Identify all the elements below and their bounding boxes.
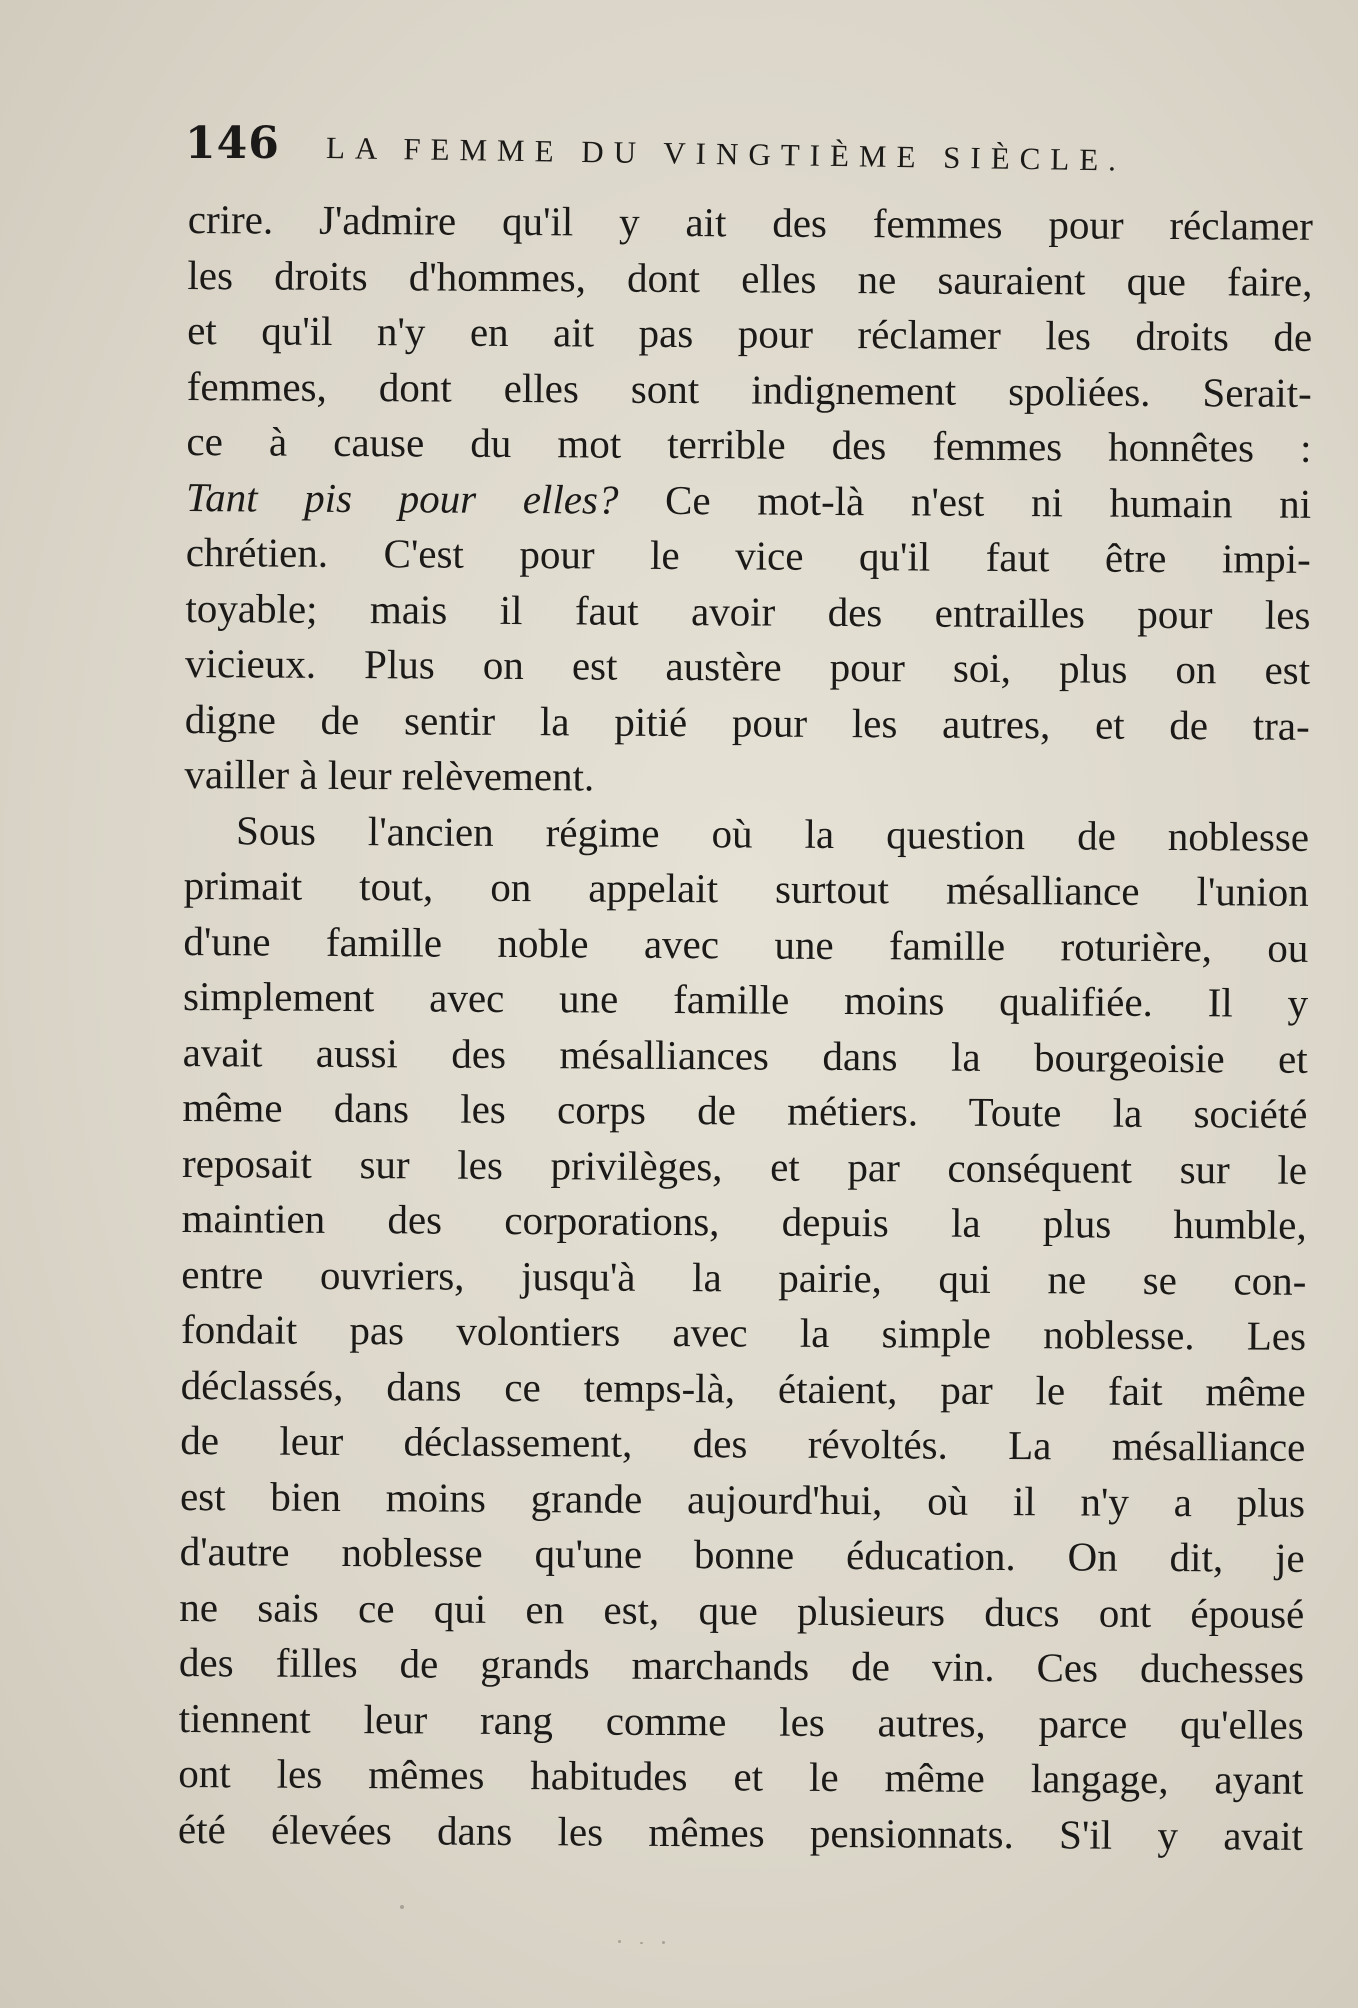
- text-line: crire. J'admire qu'il y ait des femmes pour réclamer: [187, 195, 1313, 249]
- text-line: [186, 469, 1311, 531]
- text-line: ont les mêmes habitudes et le même langage, ayant: [178, 1749, 1304, 1803]
- paragraph: [184, 192, 1313, 809]
- text-line-rest: Ce mot-là n'est ni humain ni: [618, 476, 1312, 527]
- text-line: les droits d'hommes, dont elles ne sauraient que faire,: [187, 251, 1313, 305]
- text-line: simplement avec une famille moins qualifiée. Il y: [182, 972, 1309, 1026]
- running-title: LA FEMME DU VINGTIÈME SIÈCLE.: [325, 130, 1127, 178]
- text-line: d'autre noblesse qu'une bonne éducation. On dit, je: [179, 1527, 1305, 1581]
- paper-speck: [400, 1905, 404, 1909]
- text-line: ce à cause du mot terrible des femmes honnêtes :: [186, 417, 1312, 471]
- text-line: avait aussi des mésalliances dans la bourgeoisie et: [182, 1028, 1308, 1082]
- paper-speck: [640, 1942, 643, 1944]
- text-line: des filles de grands marchands de vin. Ces duchesses: [178, 1638, 1305, 1692]
- text-line: déclassés, dans ce temps-là, étaient, par le fait même: [180, 1361, 1306, 1415]
- text-line: Sous l'ancien régime où la question de noblesse: [235, 806, 1310, 860]
- paper-speck: [662, 1941, 665, 1944]
- text-line: été élevées dans les mêmes pensionnats. S'il y avait: [177, 1805, 1304, 1859]
- text-line: femmes, dont elles sont indignement spoliées. Serait-: [186, 362, 1312, 416]
- text-line: tiennent leur rang comme les autres, parce qu'elles: [178, 1694, 1304, 1748]
- text-line: d'une famille noble avec une famille roturière, ou: [183, 917, 1309, 971]
- text-line: entre ouvriers, jusqu'à la pairie, qui ne se con-: [181, 1250, 1307, 1304]
- text-line: et qu'il n'y en ait pas pour réclamer les droits de: [187, 306, 1313, 360]
- paragraph: [178, 802, 1309, 1863]
- running-head: [185, 118, 1305, 178]
- text-line: même dans les corps de métiers. Toute la société: [182, 1083, 1308, 1137]
- text-line: ne sais ce qui en est, que plusieurs ducs ont épousé: [179, 1583, 1305, 1637]
- text-line: primait tout, on appelait surtout mésalliance l'union: [183, 861, 1309, 915]
- text-line: digne de sentir la pitié pour les autres, et de tra-: [184, 695, 1310, 749]
- text-line: maintien des corporations, depuis la plus humble,: [181, 1194, 1307, 1248]
- text-line: fondait pas volontiers avec la simple noblesse. Les: [180, 1305, 1307, 1359]
- text-line: reposait sur les privilèges, et par conséquent sur le: [181, 1139, 1308, 1193]
- text-line: de leur déclassement, des révoltés. La mésalliance: [180, 1416, 1306, 1470]
- text-line: toyable; mais il faut avoir des entrailles pour les: [185, 584, 1311, 638]
- text-line: chrétien. C'est pour le vice qu'il faut être impi-: [185, 528, 1311, 582]
- text-line: est bien moins grande aujourd'hui, où il n'y a plus: [179, 1472, 1306, 1526]
- page-number: 146: [185, 118, 280, 169]
- italic-quote: Tant pis pour elles?: [185, 473, 619, 523]
- text-line: vailler à leur relèvement.: [184, 750, 595, 800]
- paper-speck: [618, 1940, 621, 1943]
- body-text: [178, 192, 1313, 1864]
- text-line: vicieux. Plus on est austère pour soi, plus on est: [184, 639, 1311, 693]
